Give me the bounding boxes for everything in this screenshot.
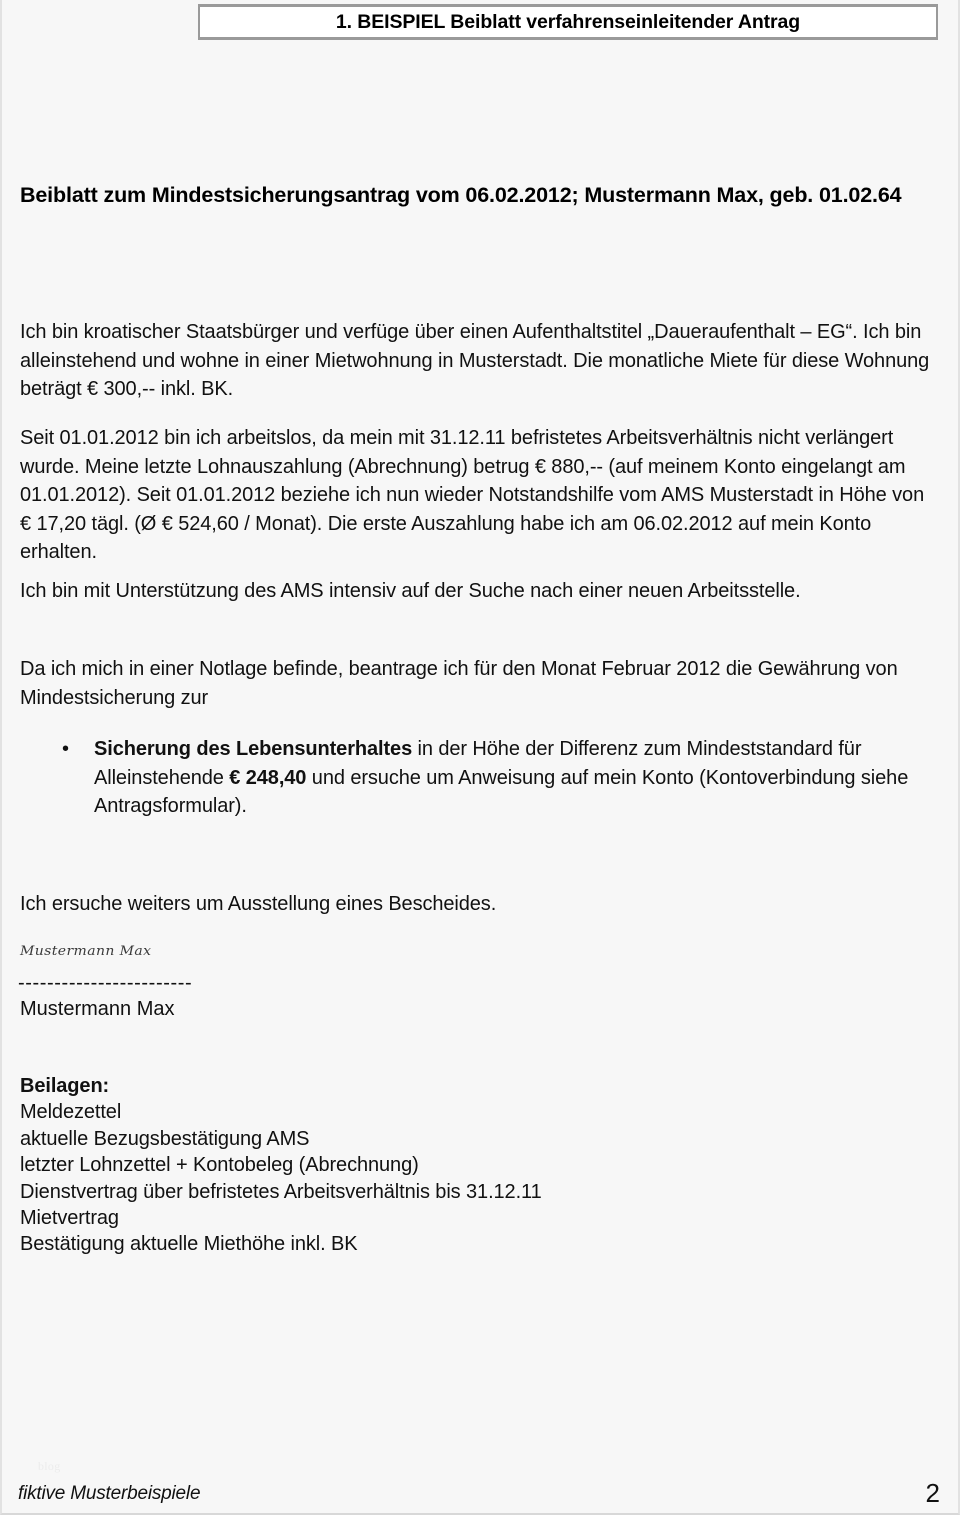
paragraph-residence-status: Ich bin kroatischer Staatsbürger und verfüge über einen Aufenthaltstitel „Daueraufenthalt – EG“. Ich bin alleinstehend und wohne in einer Mietwohnung in Musterstadt. Die monatliche Miete für diese Wohnung beträgt € 300,-- inkl. BK.: [20, 321, 930, 401]
document-heading: Beiblatt zum Mindestsicherungsantrag vom 06.02.2012; Mustermann Max, geb. 01.02.64: [20, 183, 902, 207]
footer-watermark: blog: [38, 1459, 61, 1473]
bullet-tail-text: und ersuche um Anweisung auf mein Konto (Kontoverbindung siehe Antragsformular).: [94, 766, 909, 818]
page-number: 2: [925, 1478, 940, 1508]
signature-printed-name: Mustermann Max: [20, 998, 175, 1020]
list-item-text: [94, 735, 942, 821]
attachment-item: letzter Lohnzettel + Kontobeleg (Abrechnung): [20, 1154, 419, 1177]
attachments-title: Beilagen:: [20, 1075, 110, 1097]
paragraph-job-search: Ich bin mit Unterstützung des AMS intensiv auf der Suche nach einer neuen Arbeitsstelle.: [20, 580, 801, 602]
attachment-item: Mietvertrag: [20, 1206, 119, 1229]
attachment-item: aktuelle Bezugsbestätigung AMS: [20, 1127, 310, 1150]
bullet-bold-lead: Sicherung des Lebensunterhaltes: [94, 738, 413, 760]
signature-line: ------------------------: [18, 972, 193, 994]
paragraph-unemployment-details: Seit 01.01.2012 bin ich arbeitslos, da mein mit 31.12.11 befristetes Arbeitsverhältnis nicht verlängert wurde. Meine letzte Lohnauszahlung (Abrechnung) betrug € 880,-- (auf meinem Konto eingelangt am 01.01.2012). Seit 01.01.2012 beziehe ich nun wieder Notstandshilfe vom AMS Musterstadt in Höhe von € 17,20 tägl. (Ø € 524,60 / Monat). Die erste Auszahlung habe ich am 06.02.2012 auf mein Konto erhalten.: [20, 427, 925, 564]
example-banner: [198, 4, 938, 40]
handwritten-signature: Mustermann Max: [20, 944, 152, 959]
attachments-section: [20, 1073, 820, 1258]
list-item: [62, 735, 942, 821]
bullet-dot-icon: •: [62, 738, 69, 760]
request-bullet-list: [62, 735, 942, 821]
example-banner-title: 1. BEISPIEL Beiblatt verfahrenseinleitender Antrag: [335, 10, 801, 33]
attachment-item: Dienstvertrag über befristetes Arbeitsverhältnis bis 31.12.11: [20, 1180, 542, 1203]
attachment-item: Meldezettel: [20, 1101, 122, 1124]
paragraph-application-request: Da ich mich in einer Notlage befinde, beantrage ich für den Monat Februar 2012 die Gewährung von Mindestsicherung zur: [20, 658, 898, 709]
attachment-item: Bestätigung aktuelle Miethöhe inkl. BK: [20, 1233, 358, 1256]
bullet-mid-text: in der Höhe der Differenz zum Mindeststandard für Alleinstehende: [94, 738, 862, 789]
bullet-bold-amount: € 248,40: [229, 766, 307, 789]
footer-note: fiktive Musterbeispiele: [18, 1483, 201, 1504]
paragraph-decision-request: Ich ersuche weiters um Ausstellung eines Bescheides.: [20, 893, 497, 915]
